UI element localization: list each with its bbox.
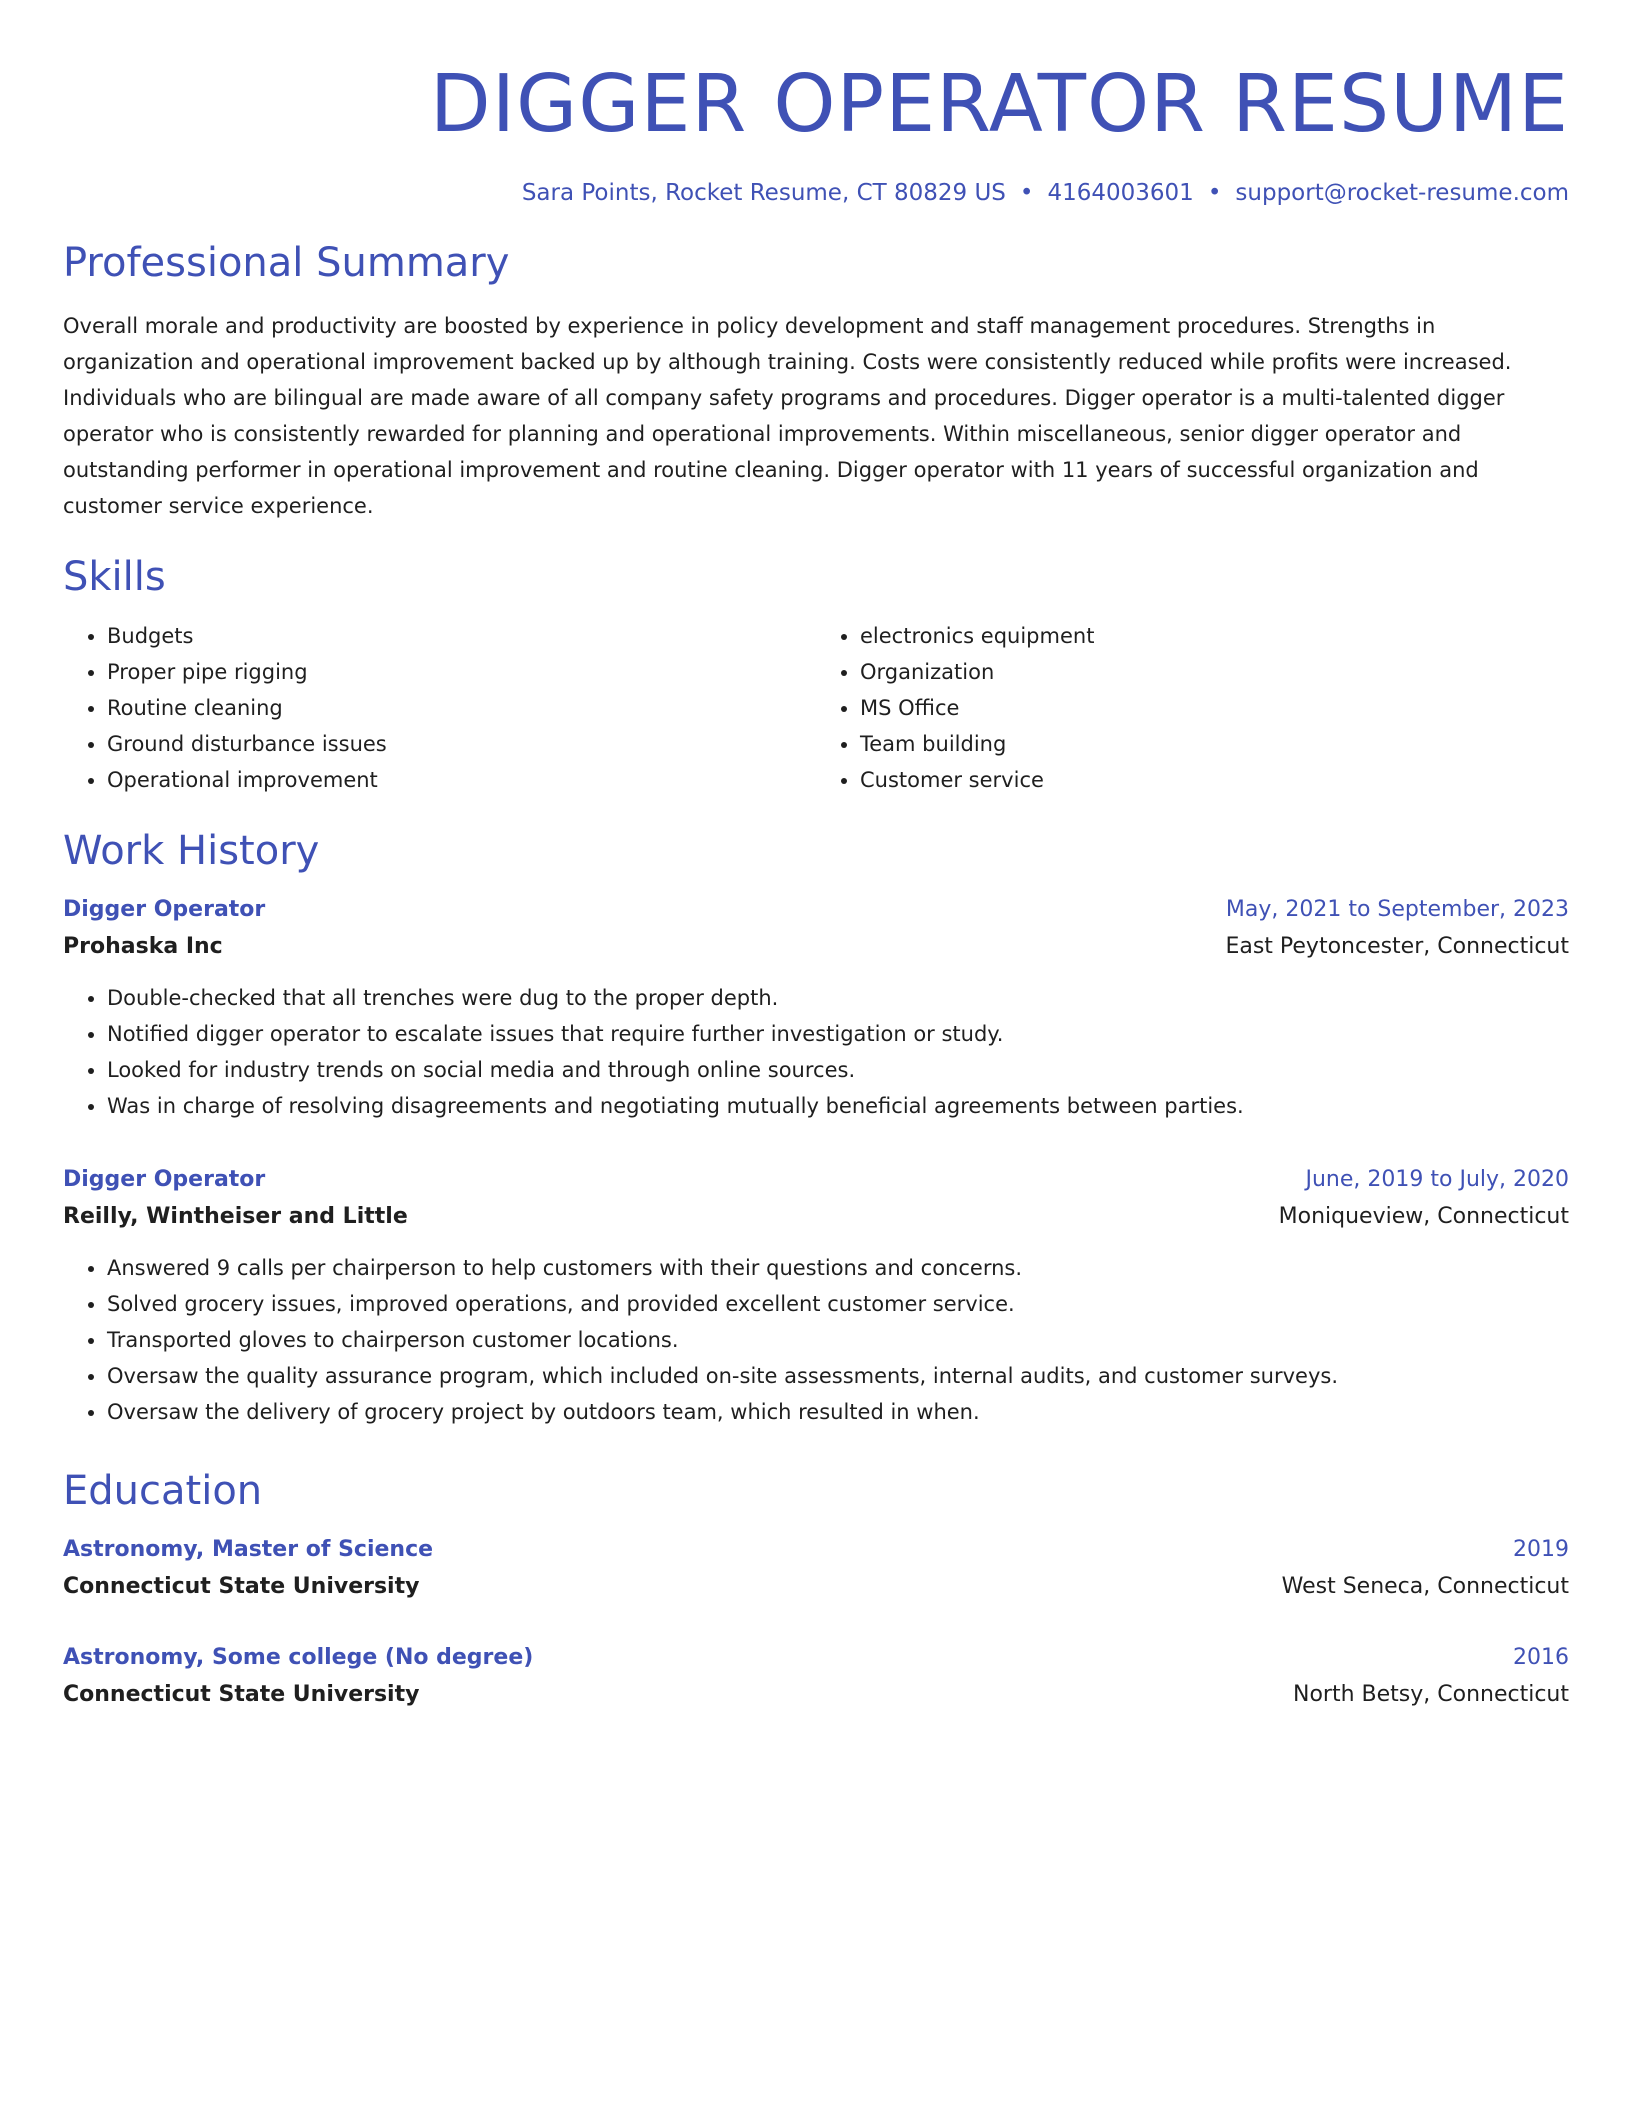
education-location: North Betsy, Connecticut	[1293, 1682, 1569, 1707]
skill-item: • Organization	[860, 654, 1569, 690]
contact-address: Sara Points, Rocket Resume, CT 80829 US	[521, 180, 1006, 206]
job-bullet: • Answered 9 calls per chairperson to help customers with their questions and concerns.	[107, 1250, 1569, 1286]
job-bullets	[63, 1250, 1569, 1430]
job-entry	[63, 892, 1569, 1124]
job-subheader	[63, 1198, 1569, 1236]
skill-item: • Team building	[860, 726, 1569, 762]
skill-item: • electronics equipment	[860, 618, 1569, 654]
job-bullet: • Solved grocery issues, improved operations, and provided excellent customer service.	[107, 1286, 1569, 1322]
contact-separator: •	[1019, 180, 1034, 206]
job-employer: Prohaska Inc	[63, 934, 223, 959]
education-year: 2019	[1513, 1537, 1569, 1562]
job-location: Moniqueview, Connecticut	[1278, 1204, 1569, 1229]
job-bullet: • Was in charge of resolving disagreements and negotiating mutually beneficial agreements between parties.	[107, 1088, 1569, 1124]
summary-heading: Professional Summary	[63, 240, 510, 286]
job-bullet: • Double-checked that all trenches were dug to the proper depth.	[107, 980, 1569, 1016]
job-bullet: • Oversaw the delivery of grocery project by outdoors team, which resulted in when.	[107, 1394, 1569, 1430]
education-school: Connecticut State University	[63, 1682, 420, 1707]
contact-line	[63, 178, 1569, 208]
contact-email[interactable]: support@rocket-resume.com	[1235, 180, 1569, 206]
work-history-heading: Work History	[63, 828, 320, 874]
skills-heading: Skills	[63, 554, 166, 600]
job-entry	[63, 1162, 1569, 1430]
skills-list	[63, 618, 1569, 798]
education-year: 2016	[1513, 1645, 1569, 1670]
summary-text: Overall morale and productivity are boosted by experience in policy development and staff management procedures. Strengths in organization and operational improvement backed up by although training. Costs were consistently reduced while profits were increased. Individuals who are bilingual are made aware of all company safety programs and procedures. Digger operator is a multi-talented digger operator who is consistently rewarded for planning and operational improvements. Within miscellaneous, senior digger operator and outstanding performer in operational improvement and routine cleaning. Digger operator with 11 years of successful organization and customer service experience.	[63, 314, 1512, 518]
job-bullet: • Oversaw the quality assurance program, which included on-site assessments, internal audits, and customer surveys.	[107, 1358, 1569, 1394]
education-location: West Seneca, Connecticut	[1281, 1574, 1569, 1599]
education-subheader	[63, 1676, 1569, 1714]
job-role: Digger Operator	[63, 897, 266, 922]
education-degree: Astronomy, Master of Science	[63, 1537, 434, 1562]
skill-item: • Customer service	[860, 762, 1569, 798]
job-bullet: • Transported gloves to chairperson customer locations.	[107, 1322, 1569, 1358]
job-location: East Peytoncester, Connecticut	[1225, 934, 1569, 959]
job-dates: June, 2019 to July, 2020	[1305, 1167, 1569, 1192]
job-header	[63, 892, 1569, 928]
skill-item: • Ground disturbance issues	[107, 726, 816, 762]
skill-item: • Proper pipe rigging	[107, 654, 816, 690]
job-bullet: • Notified digger operator to escalate issues that require further investigation or study.	[107, 1016, 1569, 1052]
contact-separator: •	[1207, 180, 1222, 206]
education-header	[63, 1640, 1569, 1676]
skill-item: • MS Office	[860, 690, 1569, 726]
job-role: Digger Operator	[63, 1167, 266, 1192]
contact-phone: 4164003601	[1047, 180, 1194, 206]
job-bullet: • Looked for industry trends on social media and through online sources.	[107, 1052, 1569, 1088]
job-header	[63, 1162, 1569, 1198]
education-school: Connecticut State University	[63, 1574, 420, 1599]
education-entry	[63, 1532, 1569, 1606]
job-subheader	[63, 928, 1569, 966]
skills-column-left	[63, 618, 816, 798]
education-degree: Astronomy, Some college (No degree)	[63, 1645, 534, 1670]
skill-item: • Budgets	[107, 618, 816, 654]
education-heading: Education	[63, 1468, 263, 1514]
job-employer: Reilly, Wintheiser and Little	[63, 1204, 408, 1229]
job-bullets	[63, 980, 1569, 1124]
education-header	[63, 1532, 1569, 1568]
skills-column-right	[816, 618, 1569, 798]
education-entry	[63, 1640, 1569, 1714]
education-subheader	[63, 1568, 1569, 1606]
skill-item: • Operational improvement	[107, 762, 816, 798]
job-dates: May, 2021 to September, 2023	[1225, 897, 1569, 922]
skill-item: • Routine cleaning	[107, 690, 816, 726]
resume-title: DIGGER OPERATOR RESUME	[429, 58, 1569, 150]
